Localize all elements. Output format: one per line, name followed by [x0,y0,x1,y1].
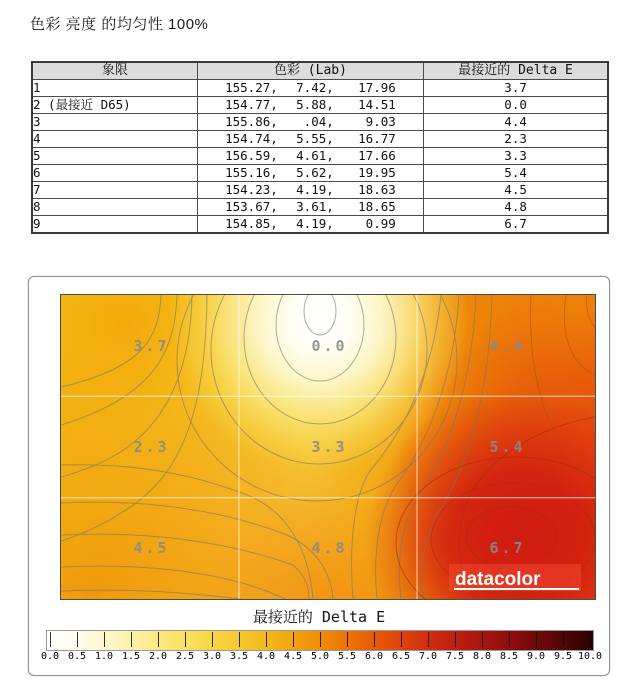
colorbar-tick [536,632,537,647]
delta-e-cell: 4.8 [424,199,608,216]
table-header-row [32,62,608,80]
lab-cell [197,182,423,199]
lab-value: 3.61, [296,199,334,214]
lab-value: 5.88, [296,97,334,112]
colorbar [46,630,594,651]
lab-value: 156.59, [225,148,278,163]
colorbar-tick-label: 10.0 [577,651,603,662]
colorbar-tick [131,632,132,647]
table-row [32,199,608,216]
lab-cell [197,80,423,97]
lab-value: .04, [303,114,334,129]
lab-value: 154.85, [225,216,278,231]
quadrant-cell: 1 [32,80,197,97]
lab-value: 9.03 [365,114,396,129]
cell-delta-e-label: 5.4 [489,438,526,456]
lab-value: 154.23, [225,182,278,197]
colorbar-tick-label: 7.5 [445,651,465,662]
lab-cell [197,131,423,148]
delta-e-cell: 0.0 [424,97,608,114]
cell-delta-e-label: 4.8 [311,539,348,557]
colorbar-tick-label: 2.0 [148,651,168,662]
delta-e-cell: 6.7 [424,216,608,234]
colorbar-tick [293,632,294,647]
colorbar-tick-label: 0.5 [67,651,87,662]
delta-e-cell: 5.4 [424,165,608,182]
colorbar-tick [212,632,213,647]
lab-value: 18.63 [358,182,396,197]
colorbar-tick-label: 8.5 [499,651,519,662]
table-row [32,131,608,148]
lab-cell [197,148,423,165]
delta-e-chart-panel [28,276,610,676]
colorbar-tick [239,632,240,647]
lab-cell [197,199,423,216]
column-header-lab: 色彩 (Lab) [197,62,423,80]
table-row [32,148,608,165]
lab-value: 153.67, [225,199,278,214]
delta-e-contour-map [60,294,596,600]
colorbar-tick-label: 3.5 [229,651,249,662]
delta-e-cell: 4.4 [424,114,608,131]
colorbar-tick-label: 6.5 [391,651,411,662]
colorbar-tick [563,632,564,647]
lab-value: 19.95 [358,165,396,180]
column-header-quadrant: 象限 [32,62,197,80]
lab-value: 5.55, [296,131,334,146]
lab-value: 14.51 [358,97,396,112]
cell-delta-e-label: 4.4 [489,337,526,355]
lab-cell [197,165,423,182]
cell-delta-e-label: 6.7 [489,539,526,557]
colorbar-title: 最接近的 Delta E [252,608,386,626]
table-row [32,80,608,97]
colorbar-tick [50,632,51,647]
table-row [32,216,608,234]
column-header-delta-e: 最接近的 Delta E [424,62,608,80]
lab-value: 16.77 [358,131,396,146]
uniformity-table [31,61,609,234]
lab-value: 154.77, [225,97,278,112]
colorbar-tick [509,632,510,647]
quadrant-cell: 4 [32,131,197,148]
quadrant-cell: 6 [32,165,197,182]
colorbar-tick-label: 9.5 [553,651,573,662]
lab-value: 155.86, [225,114,278,129]
colorbar-tick-label: 7.0 [418,651,438,662]
colorbar-tick-label: 9.0 [526,651,546,662]
lab-value: 154.74, [225,131,278,146]
table-row [32,182,608,199]
table-row [32,114,608,131]
lab-value: 4.19, [296,182,334,197]
colorbar-tick [347,632,348,647]
colorbar-tick-label: 2.5 [175,651,195,662]
lab-value: 5.62, [296,165,334,180]
uniformity-table-body [32,80,608,234]
datacolor-logo-text: datacolor [455,569,541,590]
colorbar-tick-label: 3.0 [202,651,222,662]
colorbar-tick-label: 8.0 [472,651,492,662]
lab-cell [197,216,423,234]
quadrant-cell: 8 [32,199,197,216]
colorbar-tick [428,632,429,647]
lab-value: 7.42, [296,80,334,95]
cell-delta-e-label: 3.7 [133,337,170,355]
lab-cell [197,114,423,131]
datacolor-logo [449,564,581,591]
colorbar-tick [158,632,159,647]
colorbar-tick [455,632,456,647]
colorbar-tick-labels [40,651,603,663]
colorbar-tick-label: 0.0 [40,651,60,662]
lab-value: 4.61, [296,148,334,163]
delta-e-cell: 3.3 [424,148,608,165]
lab-value: 0.99 [365,216,396,231]
page-title: 色彩 亮度 的均匀性 100% [30,16,209,33]
quadrant-cell: 2 (最接近 D65) [32,97,197,114]
lab-value: 4.19, [296,216,334,231]
colorbar-tick [590,632,591,647]
colorbar-tick [104,632,105,647]
colorbar-tick [185,632,186,647]
lab-value: 18.65 [358,199,396,214]
cell-delta-e-label: 0.0 [311,337,348,355]
colorbar-tick-label: 1.0 [94,651,114,662]
lab-cell [197,97,423,114]
delta-e-cell: 2.3 [424,131,608,148]
colorbar-tick [482,632,483,647]
colorbar-tick [320,632,321,647]
delta-e-cell: 4.5 [424,182,608,199]
lab-value: 155.27, [225,80,278,95]
colorbar-tick-label: 5.0 [310,651,330,662]
colorbar-tick [77,632,78,647]
colorbar-tick [266,632,267,647]
colorbar-tick-label: 6.0 [364,651,384,662]
lab-value: 17.66 [358,148,396,163]
lab-value: 17.96 [358,80,396,95]
quadrant-cell: 9 [32,216,197,234]
colorbar-tick-label: 5.5 [337,651,357,662]
quadrant-cell: 7 [32,182,197,199]
quadrant-cell: 3 [32,114,197,131]
quadrant-cell: 5 [32,148,197,165]
cell-delta-e-label: 4.5 [133,539,170,557]
delta-e-cell: 3.7 [424,80,608,97]
colorbar-tick-label: 4.0 [256,651,276,662]
table-row [32,97,608,114]
colorbar-tick-label: 1.5 [121,651,141,662]
colorbar-tick-label: 4.5 [283,651,303,662]
cell-delta-e-label: 3.3 [311,438,348,456]
table-row [32,165,608,182]
colorbar-tick [374,632,375,647]
lab-value: 155.16, [225,165,278,180]
cell-delta-e-label: 2.3 [133,438,170,456]
colorbar-tick [401,632,402,647]
